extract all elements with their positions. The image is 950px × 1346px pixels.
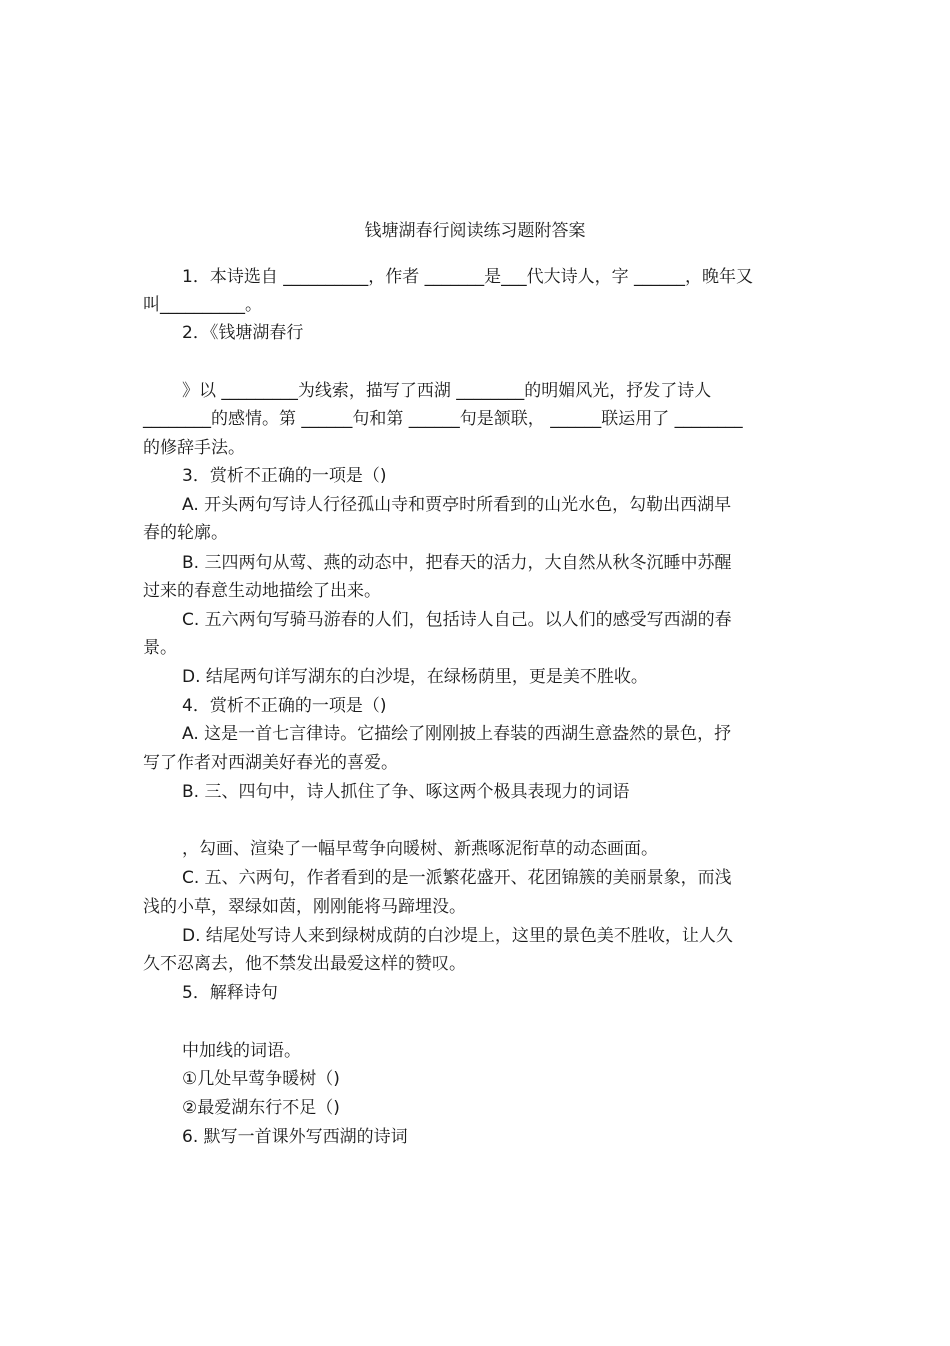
q3-option-a-line-2: 春的轮廓。	[143, 523, 228, 543]
q6-stem: 6. 默写一首课外写西湖的诗词	[182, 1127, 408, 1147]
q1-line-1: 1．本诗选自 __________，作者 _______是___代大诗人，字 ______，晚年又	[182, 267, 754, 287]
q3-option-a-line-1: A. 开头两句写诗人行径孤山寺和贾亭时所看到的山光水色，勾勒出西湖早	[182, 495, 732, 515]
q3-option-c-line-2: 景。	[143, 638, 177, 658]
q4-option-c-line-2: 浅的小草，翠绿如茵，刚刚能将马蹄埋没。	[143, 897, 466, 917]
q4-option-b-line-1: B. 三、四句中，诗人抓住了争、啄这两个极具表现力的词语	[182, 782, 630, 802]
q3-option-c-line-1: C. 五六两句写骑马游春的人们，包括诗人自己。以人们的感受写西湖的春	[182, 610, 732, 630]
q3-stem: 3．赏析不正确的一项是（)	[182, 466, 387, 486]
q4-option-d-line-2: 久不忍离去，他不禁发出最爱这样的赞叹。	[143, 954, 466, 974]
q4-option-a-line-1: A. 这是一首七言律诗。它描绘了刚刚披上春装的西湖生意盎然的景色，抒	[182, 724, 732, 744]
q3-option-d: D. 结尾两句详写湖东的白沙堤，在绿杨荫里，更是美不胜收。	[182, 667, 648, 687]
q2-line-3: ________的感情。第 ______句和第 ______句是颔联， ______联运用了 ________	[143, 409, 743, 429]
q2-line-4: 的修辞手法。	[143, 438, 245, 458]
q3-option-b-line-2: 过来的春意生动地描绘了出来。	[143, 581, 381, 601]
q2-line-1: 2．《钱塘湖春行	[182, 323, 304, 343]
q4-option-a-line-2: 写了作者对西湖美好春光的喜爱。	[143, 753, 398, 773]
q4-stem: 4．赏析不正确的一项是（)	[182, 696, 387, 716]
q3-option-b-line-1: B. 三四两句从莺、燕的动态中，把春天的活力，大自然从秋冬沉睡中苏醒	[182, 553, 732, 573]
q5-stem-cont: 中加线的词语。	[182, 1041, 301, 1061]
q4-option-c-line-1: C. 五、六两句，作者看到的是一派繁花盛开、花团锦簇的美丽景象，而浅	[182, 868, 732, 888]
q1-line-2: 叫__________。	[143, 295, 262, 315]
q5-item-1: ①几处早莺争暖树（)	[182, 1069, 340, 1089]
q4-option-b-line-2: ，勾画、渲染了一幅早莺争向暖树、新燕啄泥衔草的动态画面。	[182, 839, 658, 859]
document-title: 钱塘湖春行阅读练习题附答案	[364, 221, 586, 241]
q4-option-d-line-1: D. 结尾处写诗人来到绿树成荫的白沙堤上，这里的景色美不胜收，让人久	[182, 926, 733, 946]
q5-stem: 5．解释诗句	[182, 983, 278, 1003]
q2-line-2: 》以 _________为线索，描写了西湖 ________的明媚风光，抒发了诗人	[182, 381, 712, 401]
q5-item-2: ②最爱湖东行不足（)	[182, 1098, 340, 1118]
